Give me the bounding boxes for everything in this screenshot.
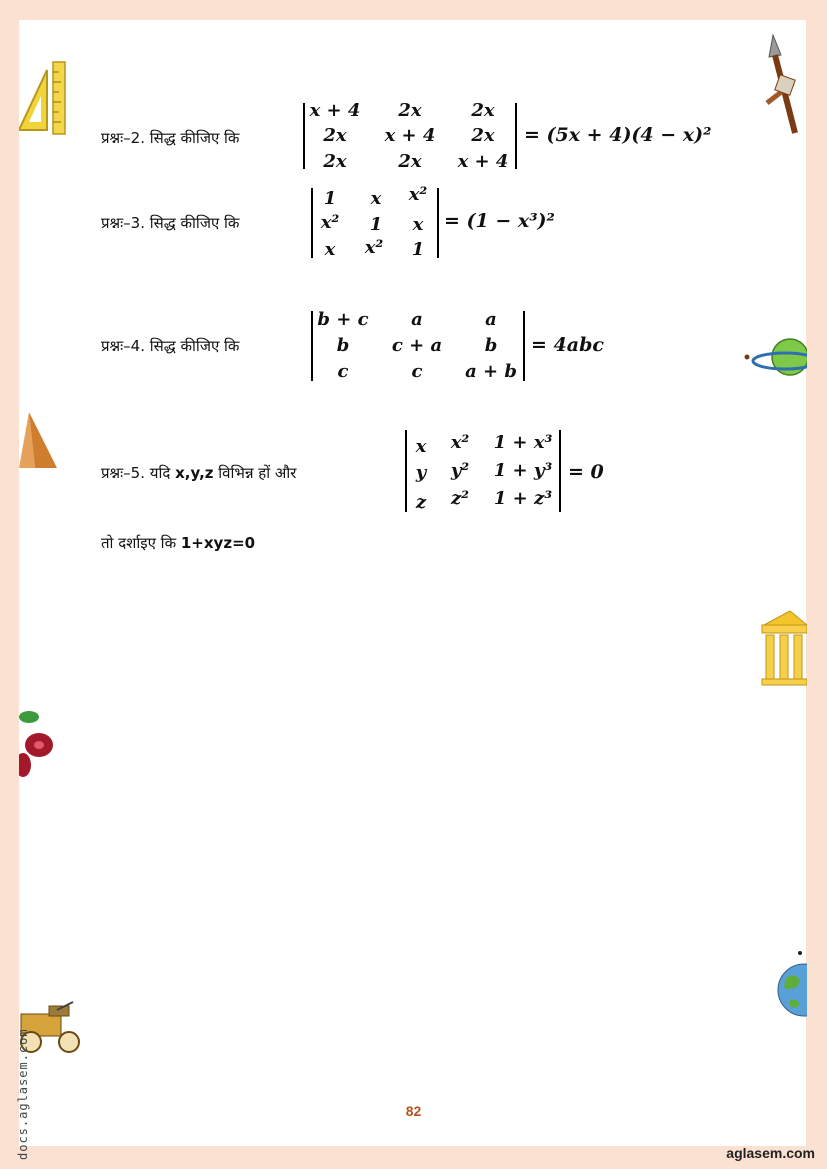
determinant-q5 <box>405 430 561 512</box>
det-q5-cell: x <box>415 436 427 457</box>
det-q5-cell: y² <box>450 460 470 481</box>
det-q3-cell: 1 <box>369 214 383 235</box>
question-2-prefix: प्रश्नः–2. सिद्ध कीजिए कि <box>101 129 240 147</box>
det-q2-cell: 2x <box>323 125 347 146</box>
question-5 <box>101 463 296 483</box>
det-q4-cell: a <box>411 309 423 330</box>
question-5-vars: x,y,z <box>175 464 214 482</box>
det-q5-cell: y <box>415 462 427 483</box>
det-q3-cell: x <box>370 188 382 209</box>
page-number: 82 <box>405 1103 422 1119</box>
det-q3-cell: x² <box>408 184 428 205</box>
det-q2-cell: x + 4 <box>309 100 361 121</box>
conclusion-line <box>101 533 255 553</box>
determinant-q4 <box>311 311 525 381</box>
site-watermark[interactable]: aglasem.com <box>726 1145 815 1161</box>
det-q5-cell: 1 + y³ <box>493 460 553 481</box>
question-2 <box>101 128 239 148</box>
globe-icon <box>776 948 807 1018</box>
pillar-temple-icon <box>760 607 807 687</box>
det-q4-cell: b + c <box>317 309 369 330</box>
det-q2-cell: x + 4 <box>384 125 436 146</box>
conclusion-prefix: तो दर्शाइए कि <box>101 534 177 552</box>
rhs-q3: = (1 − x³)² <box>444 210 555 232</box>
det-q3-cell: 1 <box>323 188 337 209</box>
side-url-text: docs.aglasem.com <box>16 1028 30 1160</box>
question-5-prefix: प्रश्नः–5. यदि <box>101 464 171 482</box>
det-q5-cell: 1 + x³ <box>493 432 553 453</box>
rhs-q4: = 4abc <box>531 334 604 356</box>
det-q4-cell: a <box>485 309 497 330</box>
spear-tool-icon <box>765 33 807 135</box>
det-q5-cell: 1 + z³ <box>493 488 553 509</box>
planet-icon <box>740 333 807 383</box>
conclusion-expression: 1+xyz=0 <box>180 534 256 552</box>
question-3-prefix: प्रश्नः–3. सिद्ध कीजिए कि <box>101 214 240 232</box>
question-4-prefix: प्रश्नः–4. सिद्ध कीजिए कि <box>101 337 240 355</box>
det-q2-cell: 2x <box>471 100 495 121</box>
rhs-q5: = 0 <box>568 461 604 483</box>
det-q5-cell: x² <box>450 432 470 453</box>
det-q3-cell: x² <box>364 237 384 258</box>
det-q5-cell: z² <box>450 488 470 509</box>
det-q4-cell: c + a <box>391 335 443 356</box>
ruler-set-square-icon <box>19 60 69 136</box>
fruit-icon <box>19 705 59 780</box>
det-q4-cell: b <box>336 335 350 356</box>
det-q2-cell: 2x <box>398 100 422 121</box>
det-q3-cell: x <box>324 239 336 260</box>
det-q2-cell: 2x <box>471 125 495 146</box>
pyramid-icon <box>19 410 59 470</box>
determinant-q2 <box>303 100 517 172</box>
det-q4-cell: b <box>484 335 498 356</box>
det-q2-cell: 2x <box>398 151 422 172</box>
rhs-q2: = (5x + 4)(4 − x)² <box>524 124 712 146</box>
det-q5-cell: z <box>415 492 427 513</box>
det-q4-cell: c <box>337 361 349 382</box>
det-q4-cell: a + b <box>465 361 517 382</box>
question-4 <box>101 336 239 356</box>
det-q2-cell: x + 4 <box>457 151 509 172</box>
det-q4-cell: c <box>411 361 423 382</box>
det-q3-cell: x² <box>320 212 340 233</box>
det-q2-cell: 2x <box>323 151 347 172</box>
question-3 <box>101 213 239 233</box>
determinant-q3 <box>311 184 439 260</box>
det-q3-cell: 1 <box>411 239 425 260</box>
det-q3-cell: x <box>412 214 424 235</box>
question-5-middle: विभिन्न हों और <box>218 464 297 482</box>
